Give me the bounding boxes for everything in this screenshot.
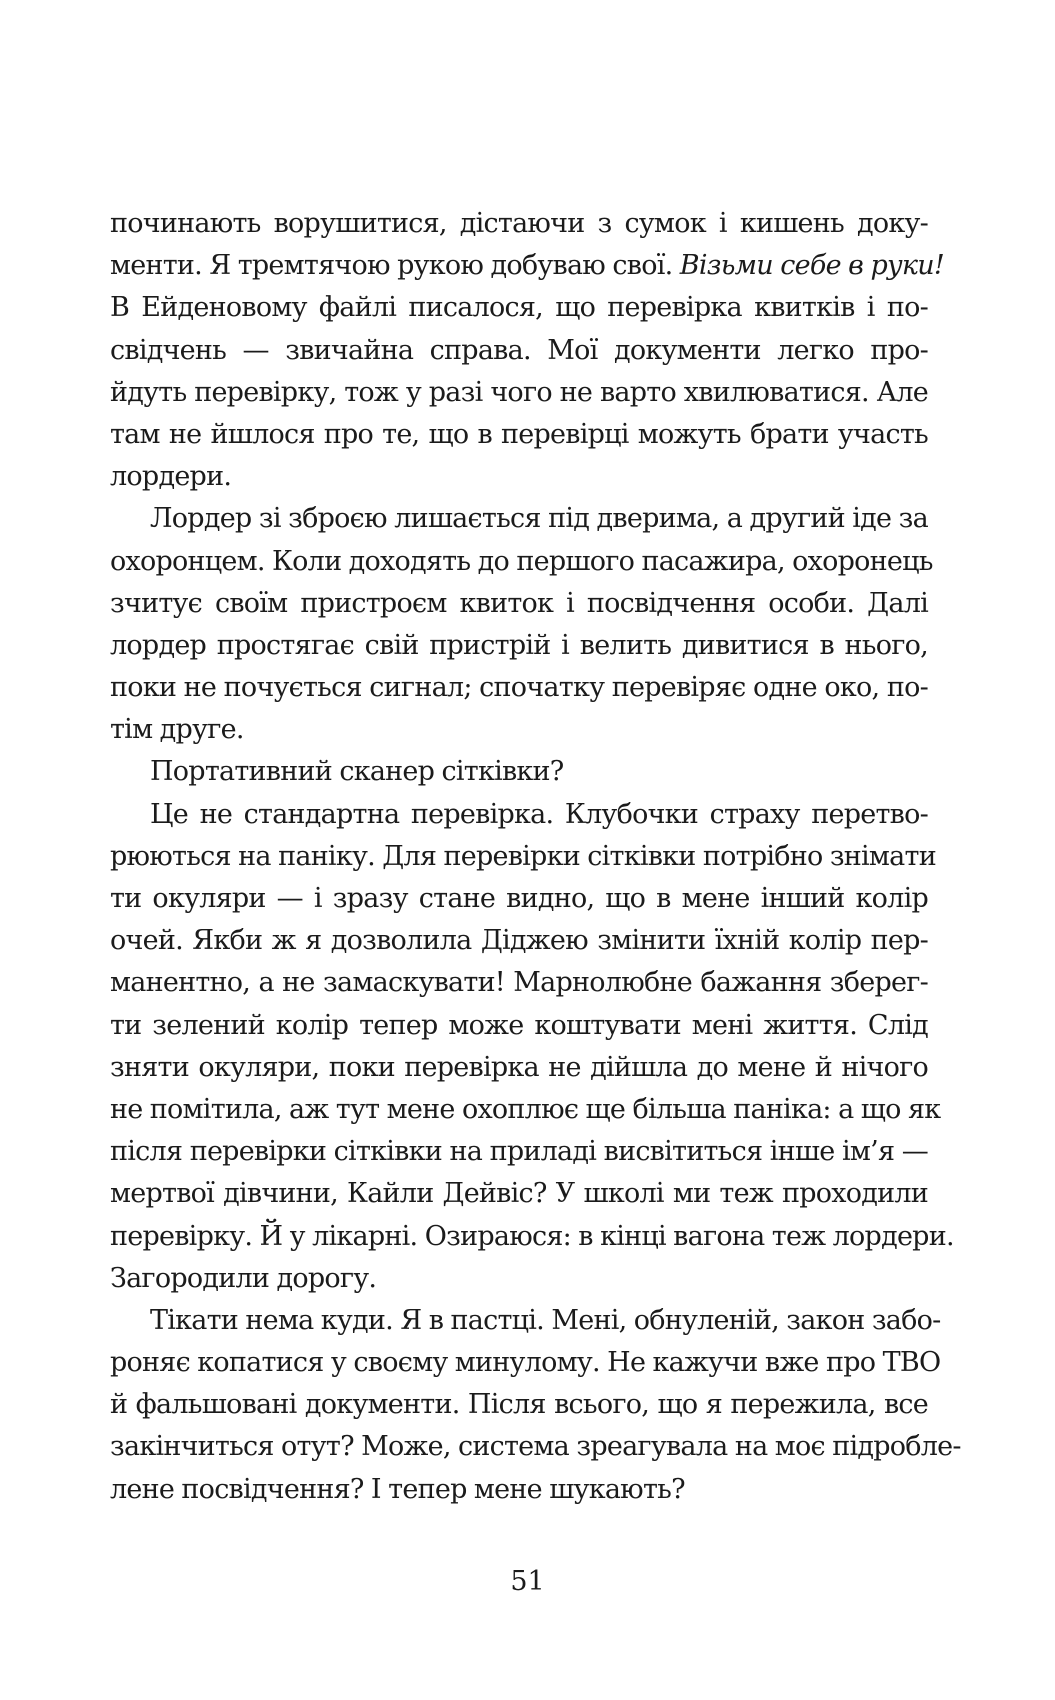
text-line: Загородили дорогу. (110, 1262, 377, 1294)
text-line: після перевірки сітківки на приладі висвітиться інше ім’я — (110, 1136, 928, 1168)
text-line: свідчень — звичайна справа. Мої документи легко про- (110, 334, 928, 366)
text-line: лордер простягає свій пристрій і велить дивитися в нього, (110, 629, 928, 661)
text-line: починають ворушитися, дістаючи з сумок і кишень доку- (110, 208, 928, 239)
text-line: лордери. (110, 461, 232, 493)
text-line: очей. Якби ж я дозволила Діджею змінити їхній колір пер- (110, 925, 928, 957)
text-line: лене посвідчення? І тепер мене шукають? (110, 1473, 685, 1505)
text-line: ти окуляри — і зразу стане видно, що в мене інший колір (110, 883, 928, 914)
text-line: зчитує своїм пристроєм квиток і посвідчення особи. Далі (110, 587, 928, 619)
text-line: менти. Я тремтячою рукою добуваю свої. Візьми себе в руки! (110, 250, 945, 282)
text-line: охоронцем. Коли доходять до першого пасажира, охоронець (110, 545, 933, 577)
text-line: закінчиться отут? Може, система зреагувала на моє підробле- (110, 1431, 961, 1463)
text-line: не помітила, аж тут мене охоплює ще більша паніка: а що як (110, 1093, 941, 1125)
text-line: й фальшовані документи. Після всього, що я пережила, все (110, 1389, 928, 1421)
italic-phrase: Візьми себе в руки! (679, 250, 945, 282)
text-line: Портативний сканер сітківки? (150, 756, 564, 788)
text-line: мертвої дівчини, Кайли Дейвіс? У школі ми теж проходили (110, 1178, 928, 1210)
text-line: йдуть перевірку, тож у разі чого не варто хвилюватися. Але (110, 376, 928, 408)
text-line: Тікати нема куди. Я в пастці. Мені, обнуленій, закон забо- (150, 1304, 941, 1336)
page-number: 51 (510, 1566, 545, 1597)
text-line: Це не стандартна перевірка. Клубочки страху перетво- (150, 798, 928, 830)
text-line: роняє копатися у своєму минулому. Не кажучи вже про ТВО (110, 1347, 941, 1379)
text-line: там не йшлося про те, що в перевірці можуть брати участь (110, 418, 928, 450)
text-line: рюються на паніку. Для перевірки сітківки потрібно знімати (110, 840, 936, 872)
text-line: ти зелений колір тепер може коштувати мені життя. Слід (110, 1009, 928, 1041)
text-line: Лордер зі зброєю лишається під дверима, а другий іде за (150, 503, 928, 535)
text-line: манентно, а не замаскувати! Марнолюбне бажання зберег- (110, 967, 928, 999)
text-line: перевірку. Й у лікарні. Озираюся: в кінці вагона теж лордери. (110, 1220, 954, 1252)
text-line: зняти окуляри, поки перевірка не дійшла до мене й нічого (110, 1051, 928, 1083)
text-line: поки не почується сигнал; спочатку перевіряє одне око, по- (110, 672, 928, 704)
text-line: В Ейденовому файлі писалося, що перевірка квитків і по- (110, 292, 928, 324)
body-text (110, 203, 961, 1511)
text-line: тім друге. (110, 714, 244, 746)
